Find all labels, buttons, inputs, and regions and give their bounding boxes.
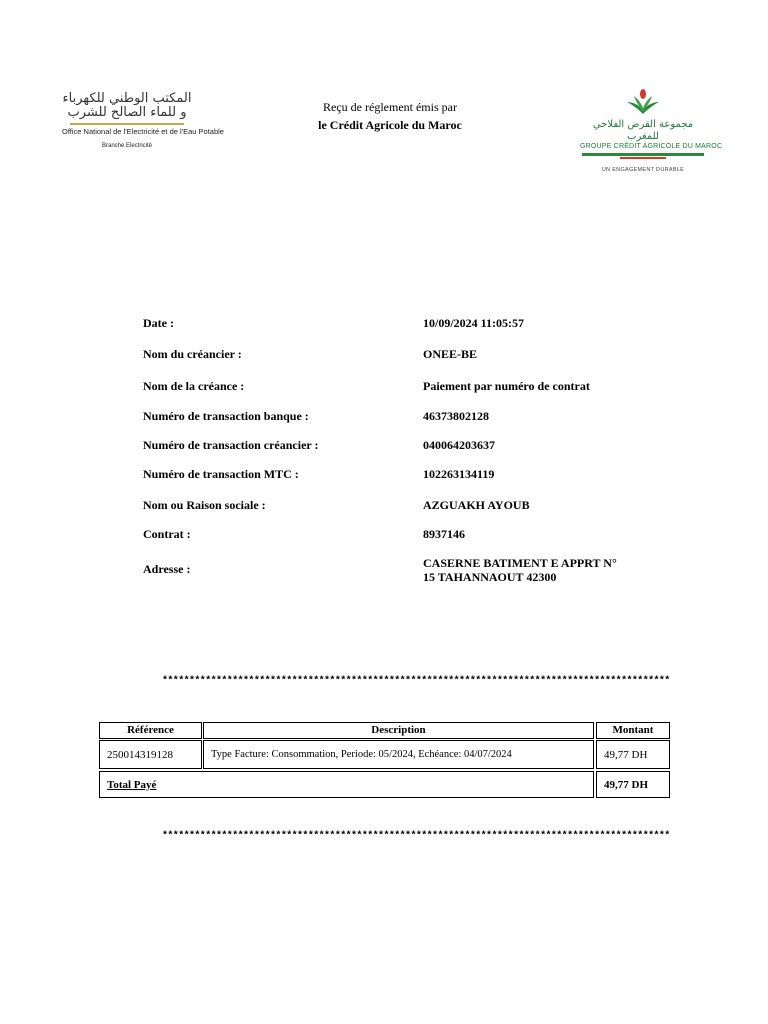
onee-branch: Branche Electricité (101, 143, 153, 149)
label-raison-sociale: Nom ou Raison sociale : (143, 498, 266, 512)
onee-french-name: Office National de l'Electricité et de l'Eau Potable (62, 127, 224, 136)
header-description: Description (203, 722, 594, 739)
separator-top: ********************************************************************************************** (162, 676, 670, 687)
row-reference: 250014319128 (99, 740, 202, 769)
onee-arabic-name: المكتب الوطني للكهرباء و للماء الصالح للشرب (62, 91, 192, 120)
value-creance: Paiement par numéro de contrat (423, 379, 590, 393)
total-label: Total Payé (99, 771, 594, 798)
row-montant: 49,77 DH (596, 740, 670, 769)
ca-green-bar (582, 153, 704, 156)
receipt-title (290, 98, 490, 134)
value-creancier: ONEE-BE (423, 347, 478, 361)
label-transaction-creancier: Numéro de transaction créancier : (143, 438, 319, 452)
value-transaction-banque: 46373802128 (423, 409, 489, 423)
separator-bottom: ********************************************************************************************** (162, 831, 670, 842)
credit-agricole-logo (580, 88, 723, 173)
label-transaction-banque: Numéro de transaction banque : (143, 409, 309, 423)
header-montant: Montant (596, 722, 670, 739)
total-value: 49,77 DH (596, 771, 670, 798)
value-transaction-creancier: 040064203637 (423, 438, 495, 452)
ca-slogan: UN ENGAGEMENT DURABLE (601, 167, 685, 173)
onee-logo (62, 91, 224, 149)
onee-logo-rule (70, 123, 184, 125)
label-transaction-mtc: Numéro de transaction MTC : (143, 467, 299, 481)
value-adresse-line-1: CASERNE BATIMENT E APPRT N° (423, 556, 617, 570)
ca-arabic-name: مجموعة القرض الفلاحي للمغرب (592, 119, 694, 142)
wheat-leaves-icon (625, 88, 661, 116)
title-line-1: Reçu de réglement émis par (323, 100, 457, 114)
ca-french-name: GROUPE CRÉDIT AGRICOLE DU MAROC (580, 143, 723, 150)
label-date: Date : (143, 316, 174, 330)
label-creancier: Nom du créancier : (143, 347, 242, 361)
value-raison-sociale: AZGUAKH AYOUB (423, 498, 530, 512)
label-creance: Nom de la créance : (143, 379, 245, 393)
header-reference: Référence (99, 722, 202, 739)
row-description: Type Facture: Consommation, Periode: 05/2024, Echéance: 04/07/2024 (203, 740, 594, 769)
ca-red-bar (620, 157, 666, 159)
value-transaction-mtc: 102263134119 (423, 467, 495, 481)
value-contrat: 8937146 (423, 527, 465, 541)
value-date: 10/09/2024 11:05:57 (423, 316, 524, 330)
title-line-2: le Crédit Agricole du Maroc (318, 118, 462, 132)
label-contrat: Contrat : (143, 527, 191, 541)
label-adresse: Adresse : (143, 562, 191, 576)
value-adresse-line-2: 15 TAHANNAOUT 42300 (423, 570, 557, 584)
